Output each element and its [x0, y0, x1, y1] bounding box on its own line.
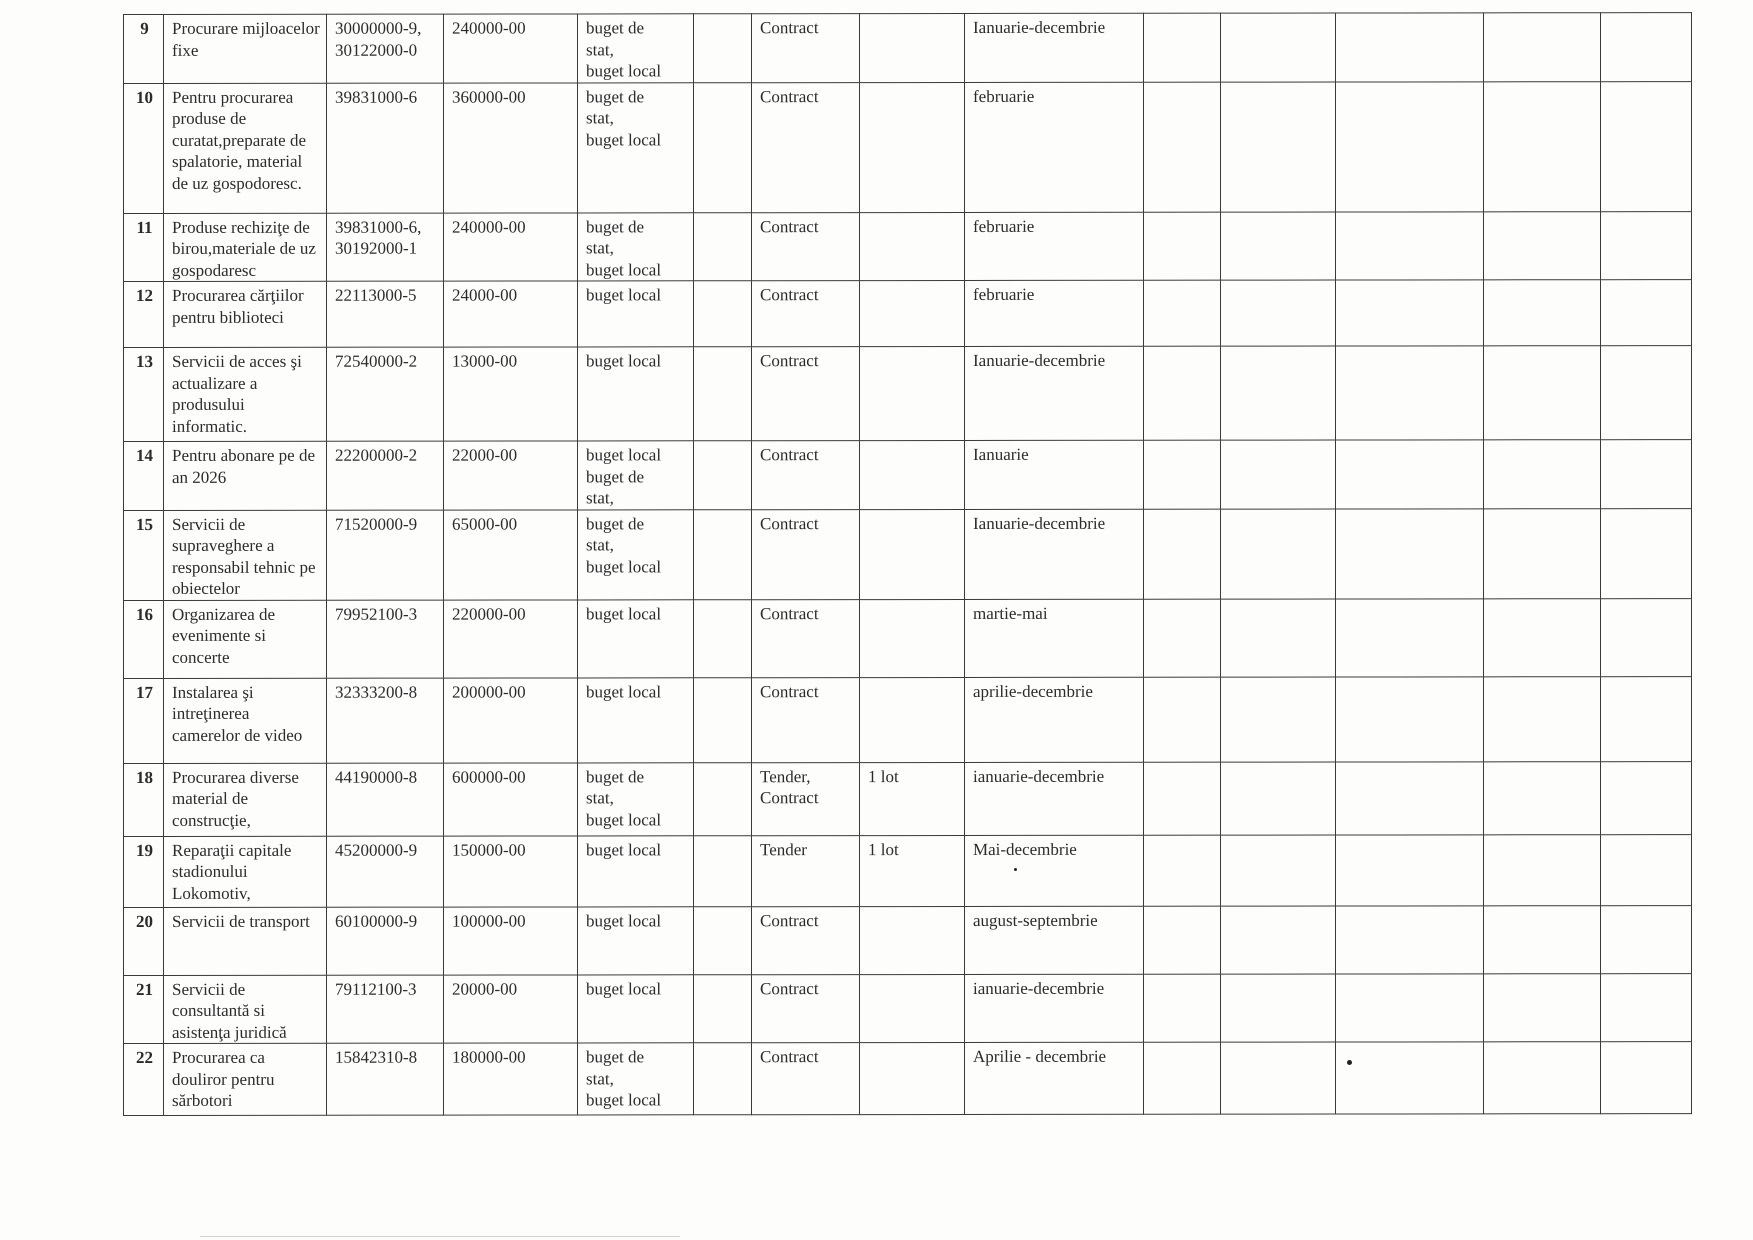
cell-cpv-code: 79952100-3	[327, 600, 444, 678]
scanned-document-page	[123, 14, 1691, 1116]
cell-empty	[694, 82, 752, 212]
cell-empty	[694, 599, 752, 677]
table-row	[124, 508, 1692, 600]
cell-empty	[1484, 508, 1601, 598]
cell-empty	[1144, 835, 1221, 906]
cell-nr: 15	[124, 510, 164, 600]
cell-empty	[1484, 973, 1601, 1042]
cell-lot	[860, 280, 965, 346]
scan-artifact-line	[200, 1236, 680, 1237]
table-row	[124, 905, 1692, 975]
cell-empty	[1484, 676, 1601, 761]
table-row	[124, 81, 1692, 213]
cell-empty	[694, 281, 752, 347]
cell-cpv-code: 30000000-9, 30122000-0	[327, 14, 444, 83]
cell-funding-source: buget local	[578, 347, 694, 441]
cell-estimated-value: 65000-00	[444, 509, 578, 599]
cell-empty	[1336, 676, 1484, 761]
cell-estimated-value: 24000-00	[444, 281, 578, 347]
cell-estimated-value: 20000-00	[444, 974, 578, 1043]
cell-term: Ianuarie-decembrie	[965, 509, 1144, 599]
cell-procedure: Contract	[752, 441, 860, 510]
cell-nr: 18	[124, 763, 164, 836]
cell-cpv-code: 22113000-5	[327, 281, 444, 347]
cell-term: februarie	[965, 82, 1144, 212]
cell-object: Instalarea şi intreţinerea camerelor de video	[164, 678, 327, 763]
cell-lot	[860, 82, 965, 212]
cell-empty	[1336, 1042, 1484, 1114]
cell-object: Pentru abonare pe de an 2026	[164, 441, 327, 510]
cell-nr: 20	[124, 907, 164, 975]
cell-empty	[1601, 598, 1692, 676]
cell-estimated-value: 22000-00	[444, 441, 578, 510]
cell-empty	[1221, 212, 1336, 281]
cell-estimated-value: 240000-00	[444, 212, 578, 281]
cell-funding-source: buget de stat, buget local	[578, 762, 694, 835]
cell-object: Servicii de supraveghere a responsabil tehnic pe obiectelor	[164, 510, 327, 600]
cell-empty	[1144, 13, 1221, 82]
cell-object: Produse rechiziţe de birou,materiale de uz gospodaresc	[164, 213, 327, 282]
cell-cpv-code: 39831000-6	[327, 83, 444, 213]
cell-term: Ianuarie	[965, 440, 1144, 509]
procurement-plan-table	[123, 12, 1692, 1116]
cell-funding-source: buget de stat, buget local	[578, 509, 694, 599]
table-row	[124, 676, 1692, 763]
cell-empty	[1336, 81, 1484, 211]
cell-empty	[1484, 598, 1601, 676]
cell-empty	[1221, 440, 1336, 509]
cell-empty	[694, 974, 752, 1043]
cell-nr: 19	[124, 836, 164, 907]
cell-lot	[860, 440, 965, 509]
cell-lot: 1 lot	[860, 762, 965, 835]
cell-nr: 13	[124, 347, 164, 441]
table-row	[124, 280, 1692, 348]
cell-term: martie-mai	[965, 599, 1144, 677]
cell-empty	[1221, 1042, 1336, 1114]
cell-estimated-value: 150000-00	[444, 835, 578, 906]
cell-empty	[1484, 13, 1601, 82]
cell-empty	[1144, 440, 1221, 509]
cell-empty	[1601, 1042, 1692, 1114]
cell-object: Procurarea ca douliror pentru sărbotori	[164, 1043, 327, 1115]
cell-empty	[1601, 280, 1692, 346]
cell-cpv-code: 32333200-8	[327, 678, 444, 763]
cell-object: Procurarea diverse material de construcţie,	[164, 763, 327, 836]
table-row	[124, 1042, 1692, 1116]
scan-speck	[1014, 868, 1017, 871]
cell-estimated-value: 200000-00	[444, 677, 578, 762]
cell-estimated-value: 100000-00	[444, 906, 578, 974]
cell-empty	[1144, 906, 1221, 974]
cell-empty	[1144, 280, 1221, 346]
cell-empty	[1144, 509, 1221, 599]
cell-empty	[1221, 280, 1336, 346]
cell-empty	[1221, 906, 1336, 974]
cell-term: Ianuarie-decembrie	[965, 13, 1144, 82]
cell-procedure: Tender, Contract	[752, 762, 860, 835]
cell-object: Pentru procurarea produse de curatat,preparate de spalatorie, material de uz gospodoresc.	[164, 83, 327, 213]
table-row	[124, 834, 1692, 907]
cell-nr: 11	[124, 213, 164, 282]
cell-empty	[1601, 211, 1692, 280]
cell-empty	[1336, 211, 1484, 280]
cell-cpv-code: 39831000-6, 30192000-1	[327, 213, 444, 282]
cell-funding-source: buget local	[578, 599, 694, 677]
cell-term: ianuarie-decembrie	[965, 974, 1144, 1043]
cell-cpv-code: 44190000-8	[327, 763, 444, 836]
cell-empty	[1601, 676, 1692, 761]
cell-empty	[1221, 599, 1336, 677]
cell-funding-source: buget de stat, buget local	[578, 14, 694, 83]
cell-empty	[1336, 508, 1484, 598]
cell-nr: 22	[124, 1043, 164, 1115]
cell-funding-source: buget de stat, buget local	[578, 212, 694, 281]
cell-term: Aprilie - decembrie	[965, 1042, 1144, 1114]
cell-procedure: Contract	[752, 281, 860, 347]
cell-empty	[1144, 974, 1221, 1043]
cell-empty	[1336, 598, 1484, 676]
cell-estimated-value: 180000-00	[444, 1043, 578, 1115]
cell-cpv-code: 15842310-8	[327, 1043, 444, 1115]
cell-funding-source: buget local	[578, 974, 694, 1043]
cell-object: Reparaţii capitale stadionului Lokomotiv,	[164, 836, 327, 907]
cell-term: februarie	[965, 212, 1144, 281]
cell-empty	[1144, 1042, 1221, 1114]
cell-empty	[1601, 761, 1692, 834]
cell-empty	[1484, 346, 1601, 440]
cell-procedure: Contract	[752, 1043, 860, 1115]
cell-lot: 1 lot	[860, 835, 965, 906]
cell-empty	[1484, 761, 1601, 834]
cell-cpv-code: 71520000-9	[327, 510, 444, 600]
cell-empty	[1144, 599, 1221, 677]
cell-cpv-code: 72540000-2	[327, 347, 444, 441]
cell-empty	[1484, 280, 1601, 346]
cell-lot	[860, 346, 965, 440]
cell-funding-source: buget local	[578, 835, 694, 906]
cell-lot	[860, 13, 965, 82]
cell-procedure: Tender	[752, 835, 860, 906]
cell-nr: 17	[124, 678, 164, 763]
cell-empty	[1221, 82, 1336, 212]
cell-procedure: Contract	[752, 906, 860, 974]
cell-lot	[860, 677, 965, 762]
cell-cpv-code: 79112100-3	[327, 975, 444, 1044]
cell-empty	[1601, 346, 1692, 440]
cell-procedure: Contract	[752, 677, 860, 762]
table-body	[124, 13, 1692, 1116]
cell-object: Procurarea cărţiilor pentru biblioteci	[164, 281, 327, 347]
cell-empty	[1484, 81, 1601, 211]
cell-empty	[1336, 761, 1484, 834]
cell-funding-source: buget local buget de stat,	[578, 441, 694, 510]
table-row	[124, 211, 1692, 281]
cell-empty	[694, 347, 752, 441]
cell-empty	[1484, 211, 1601, 280]
cell-funding-source: buget local	[578, 677, 694, 762]
cell-empty	[1336, 346, 1484, 440]
cell-object: Servicii de transport	[164, 907, 327, 975]
cell-empty	[1601, 905, 1692, 973]
cell-empty	[694, 212, 752, 281]
cell-empty	[694, 1043, 752, 1115]
cell-procedure: Contract	[752, 212, 860, 281]
cell-empty	[1221, 677, 1336, 762]
cell-cpv-code: 22200000-2	[327, 441, 444, 510]
cell-term: ianuarie-decembrie	[965, 762, 1144, 835]
cell-empty	[1221, 13, 1336, 82]
cell-term: august-septembrie	[965, 906, 1144, 974]
cell-nr: 16	[124, 600, 164, 678]
cell-empty	[1144, 346, 1221, 440]
cell-empty	[694, 762, 752, 835]
cell-empty	[1221, 974, 1336, 1043]
cell-nr: 10	[124, 83, 164, 213]
cell-lot	[860, 212, 965, 281]
table-row	[124, 346, 1692, 442]
cell-empty	[1601, 440, 1692, 509]
cell-lot	[860, 1042, 965, 1114]
cell-nr: 12	[124, 281, 164, 347]
cell-nr: 9	[124, 14, 164, 83]
cell-estimated-value: 220000-00	[444, 599, 578, 677]
cell-estimated-value: 360000-00	[444, 82, 578, 212]
cell-term: februarie	[965, 280, 1144, 346]
cell-nr: 14	[124, 441, 164, 510]
table-row	[124, 973, 1692, 1043]
cell-empty	[1336, 13, 1484, 82]
scan-speck	[1347, 1060, 1352, 1065]
cell-empty	[694, 509, 752, 599]
cell-empty	[1144, 82, 1221, 212]
cell-estimated-value: 13000-00	[444, 347, 578, 441]
cell-procedure: Contract	[752, 82, 860, 212]
cell-empty	[1484, 440, 1601, 509]
cell-procedure: Contract	[752, 509, 860, 599]
cell-procedure: Contract	[752, 14, 860, 83]
cell-empty	[1484, 1042, 1601, 1114]
cell-empty	[1336, 973, 1484, 1042]
cell-procedure: Contract	[752, 974, 860, 1043]
cell-empty	[694, 906, 752, 974]
cell-empty	[1336, 834, 1484, 905]
cell-lot	[860, 974, 965, 1043]
cell-funding-source: buget local	[578, 906, 694, 974]
cell-term: aprilie-decembrie	[965, 677, 1144, 762]
table-row	[124, 598, 1692, 678]
cell-empty	[694, 441, 752, 510]
cell-empty	[1144, 762, 1221, 835]
cell-empty	[694, 835, 752, 906]
cell-cpv-code: 45200000-9	[327, 836, 444, 907]
cell-empty	[1484, 905, 1601, 973]
cell-lot	[860, 599, 965, 677]
cell-object: Procurare mijloacelor fixe	[164, 14, 327, 83]
cell-empty	[1221, 762, 1336, 835]
cell-empty	[1221, 509, 1336, 599]
cell-empty	[1336, 280, 1484, 346]
cell-empty	[1601, 81, 1692, 211]
cell-lot	[860, 509, 965, 599]
cell-estimated-value: 600000-00	[444, 762, 578, 835]
cell-empty	[1144, 212, 1221, 281]
cell-empty	[1221, 346, 1336, 440]
cell-nr: 21	[124, 975, 164, 1044]
cell-cpv-code: 60100000-9	[327, 907, 444, 975]
cell-empty	[1336, 440, 1484, 509]
cell-term: Mai-decembrie	[965, 835, 1144, 906]
cell-empty	[1601, 834, 1692, 905]
cell-empty	[1601, 508, 1692, 598]
cell-empty	[694, 677, 752, 762]
cell-empty	[1601, 13, 1692, 82]
cell-empty	[1144, 677, 1221, 762]
cell-empty	[694, 14, 752, 83]
table-row	[124, 761, 1692, 836]
cell-funding-source: buget de stat, buget local	[578, 1043, 694, 1115]
cell-lot	[860, 906, 965, 974]
table-row	[124, 440, 1692, 510]
cell-term: Ianuarie-decembrie	[965, 346, 1144, 440]
cell-object: Servicii de acces şi actualizare a produsului informatic.	[164, 347, 327, 441]
cell-funding-source: buget de stat, buget local	[578, 82, 694, 212]
cell-empty	[1601, 973, 1692, 1042]
cell-estimated-value: 240000-00	[444, 14, 578, 83]
cell-procedure: Contract	[752, 599, 860, 677]
cell-empty	[1336, 905, 1484, 973]
cell-empty	[1221, 835, 1336, 906]
cell-object: Organizarea de evenimente si concerte	[164, 600, 327, 678]
cell-object: Servicii de consultantă si asistenţa juridică	[164, 975, 327, 1044]
cell-funding-source: buget local	[578, 281, 694, 347]
table-row	[124, 13, 1692, 83]
cell-empty	[1484, 834, 1601, 905]
cell-procedure: Contract	[752, 347, 860, 441]
